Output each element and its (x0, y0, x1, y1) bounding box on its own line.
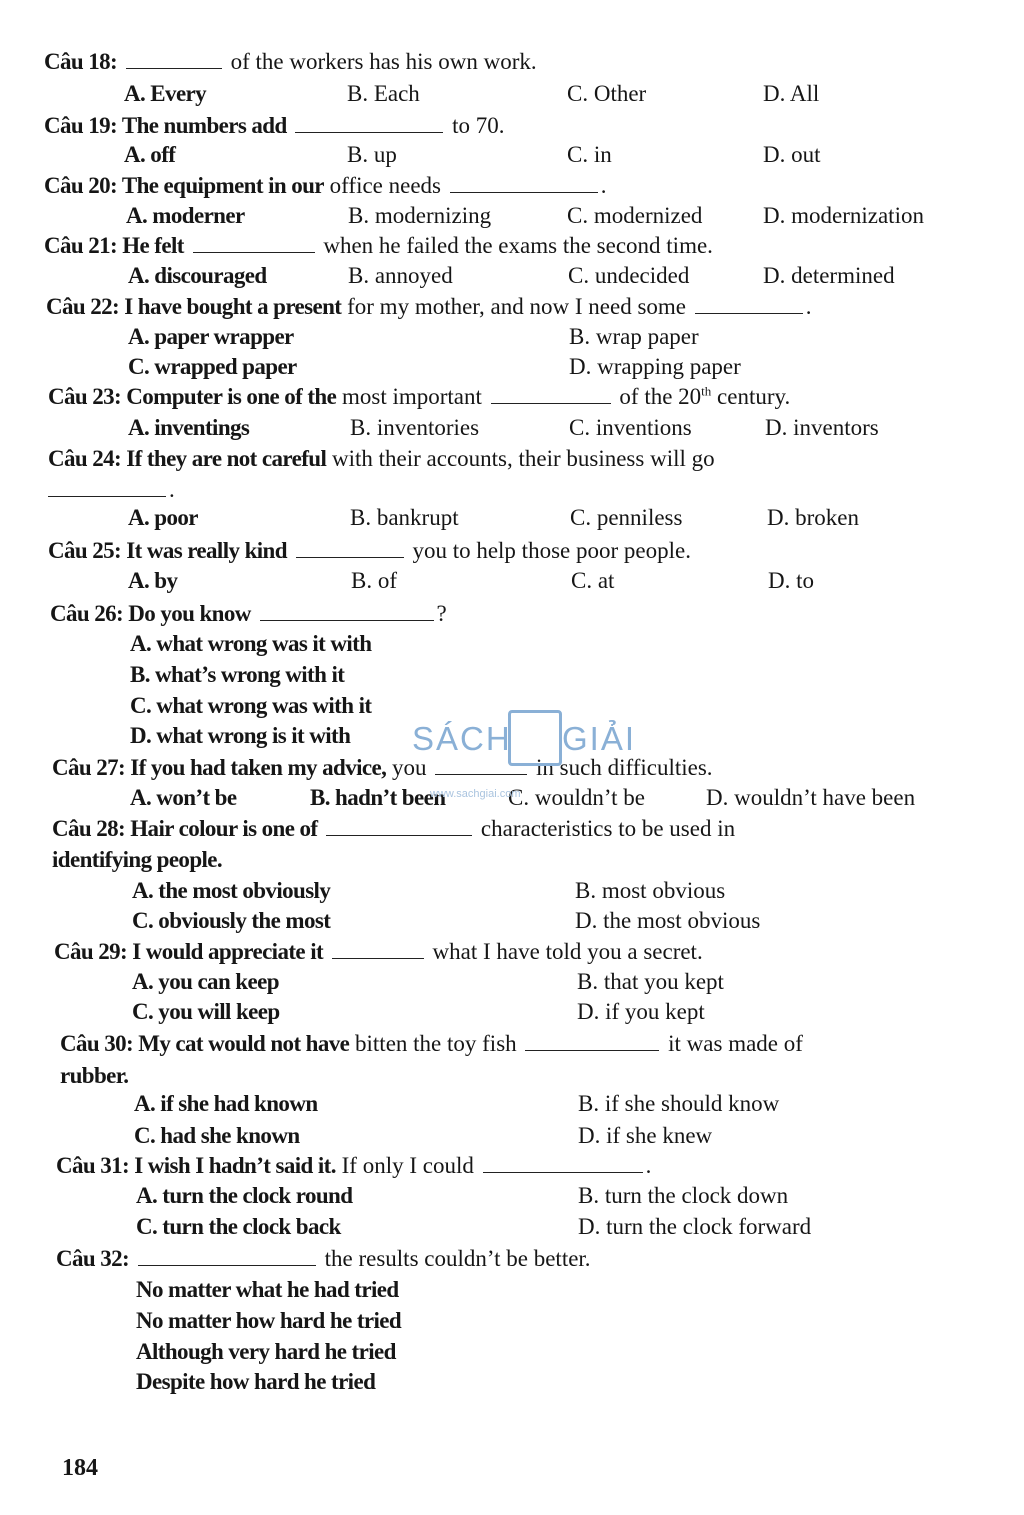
answer-blank[interactable] (332, 940, 424, 959)
question-text: most important (336, 384, 488, 409)
question-lead: Câu 18: (44, 49, 118, 74)
answer-blank[interactable] (260, 602, 434, 621)
answer-option[interactable] (578, 1182, 788, 1210)
question-lead: Câu 21: He felt (44, 233, 184, 258)
question-continuation (48, 476, 175, 504)
question-lead: Câu 25: It was really kind (48, 538, 287, 563)
answer-option-text: A. poor (128, 505, 198, 530)
answer-option[interactable] (134, 1122, 300, 1150)
question-text (287, 538, 293, 563)
question-continuation: rubber. (60, 1063, 129, 1088)
question-text: with their accounts, their business will go (326, 446, 715, 471)
answer-option-text: B. inventories (350, 415, 480, 440)
answer-blank[interactable] (126, 50, 222, 69)
question-text: in such difficulties. (530, 755, 713, 780)
answer-option[interactable] (132, 877, 330, 905)
question-text: when he failed the exams the second time. (317, 233, 713, 258)
question-lead: Câu 31: I wish I hadn’t said it. (56, 1153, 336, 1178)
answer-option-text: B. of (351, 568, 397, 593)
answer-option-text: C. what wrong was with it (130, 693, 372, 718)
answer-option[interactable] (569, 353, 741, 381)
answer-option-text: B. wrap paper (569, 324, 699, 349)
question-stem (48, 383, 790, 411)
question-text (323, 939, 329, 964)
answer-option-text: D. turn the clock forward (578, 1214, 812, 1239)
answer-option-text: D. what wrong is it with (130, 723, 351, 748)
answer-option-text: C. undecided (568, 263, 690, 288)
answer-option[interactable] (575, 877, 725, 905)
question-lead: Câu 24: If they are not careful (48, 446, 327, 471)
answer-option[interactable] (568, 262, 689, 290)
answer-option[interactable] (136, 1368, 375, 1396)
answer-option[interactable] (351, 567, 397, 595)
answer-option[interactable] (132, 998, 280, 1026)
answer-option[interactable] (136, 1307, 401, 1335)
answer-option-text: D. to (768, 568, 814, 593)
answer-option[interactable] (350, 414, 479, 442)
answer-option[interactable] (763, 202, 924, 230)
answer-blank[interactable] (491, 385, 611, 404)
answer-option-text: A. inventings (128, 415, 250, 440)
question-text: . (645, 1153, 652, 1178)
question-text: . (600, 173, 607, 198)
answer-option[interactable] (130, 692, 371, 720)
question-continuation: identifying people. (52, 847, 223, 872)
answer-option[interactable] (124, 141, 175, 169)
question-lead: Câu 27: If you had taken my advice, (52, 755, 387, 780)
answer-option[interactable] (347, 141, 397, 169)
answer-option-text: C. inventions (569, 415, 692, 440)
answer-option[interactable] (130, 784, 236, 812)
question-text (287, 113, 293, 138)
answer-blank[interactable] (326, 817, 472, 836)
answer-option-text: D. if she knew (578, 1123, 713, 1148)
answer-option[interactable] (130, 630, 371, 658)
answer-option[interactable] (347, 80, 420, 108)
answer-option[interactable] (706, 784, 915, 812)
answer-option[interactable] (130, 661, 344, 689)
answer-option[interactable] (136, 1182, 352, 1210)
answer-option[interactable] (569, 414, 692, 442)
answer-blank[interactable] (138, 1247, 316, 1266)
answer-option[interactable] (768, 567, 814, 595)
answer-option-text: C. you will keep (132, 999, 280, 1024)
question-text: characteristics to be used in (475, 816, 736, 841)
answer-option-text: B. hadn’t been (310, 785, 446, 810)
answer-option[interactable] (575, 907, 760, 935)
answer-option-text: D. wrapping paper (569, 354, 741, 379)
question-text: what I have told you a secret. (426, 939, 703, 964)
answer-option-text: A. moderner (126, 203, 245, 228)
answer-option-text: A. off (124, 142, 176, 167)
answer-option-text: A. Every (124, 81, 207, 106)
answer-option[interactable] (763, 80, 819, 108)
page-number: 184 (62, 1455, 98, 1481)
answer-option-text: No matter how hard he tried (136, 1308, 402, 1333)
question-text: . (169, 477, 175, 502)
answer-option[interactable] (763, 262, 895, 290)
question-stem (44, 48, 537, 76)
answer-blank[interactable] (695, 295, 803, 314)
question-lead: Câu 30: My cat would not have (60, 1031, 350, 1056)
answer-option-text: C. obviously the most (132, 908, 331, 933)
answer-option-text: D. inventors (765, 415, 879, 440)
question-text: for my mother, and now I need some (341, 294, 692, 319)
answer-option[interactable] (128, 353, 297, 381)
question-stem (48, 445, 715, 473)
question-lead: Câu 19: The numbers add (44, 113, 287, 138)
answer-option-text: No matter what he had tried (136, 1277, 399, 1302)
answer-option-text: A. discouraged (128, 263, 267, 288)
answer-blank[interactable] (525, 1032, 659, 1051)
answer-option[interactable] (570, 504, 682, 532)
question-stem (50, 600, 447, 628)
question-stem (56, 1245, 591, 1273)
question-text (251, 601, 257, 626)
answer-option[interactable] (136, 1276, 399, 1304)
answer-option-text: D. determined (763, 263, 895, 288)
answer-option[interactable] (577, 998, 705, 1026)
answer-option-text: A. you can keep (132, 969, 279, 994)
answer-option-text: B. Each (347, 81, 420, 106)
question-text: you (386, 755, 433, 780)
answer-option[interactable] (348, 262, 453, 290)
answer-option-text: D. modernization (763, 203, 924, 228)
answer-option[interactable] (571, 567, 614, 595)
watermark-url: www.sachgiai.com (430, 788, 521, 800)
answer-option[interactable] (124, 80, 206, 108)
watermark-box-icon (508, 710, 562, 766)
answer-option-text: C. Other (567, 81, 647, 106)
question-stem (44, 112, 505, 140)
answer-option-text: C. wouldn’t be (508, 785, 645, 810)
answer-option[interactable] (765, 414, 879, 442)
answer-option-text: B. most obvious (575, 878, 726, 903)
answer-option-text: B. modernizing (348, 203, 492, 228)
answer-option-text: D. broken (767, 505, 859, 530)
answer-option[interactable] (567, 202, 702, 230)
question-text: to 70. (446, 113, 505, 138)
answer-option-text: B. up (347, 142, 397, 167)
answer-option-text: B. turn the clock down (578, 1183, 789, 1208)
answer-option-text: B. bankrupt (350, 505, 459, 530)
answer-option-text: A. what wrong was it with (130, 631, 372, 656)
answer-option[interactable] (348, 202, 491, 230)
question-text (317, 816, 323, 841)
answer-option[interactable] (578, 1213, 811, 1241)
answer-blank[interactable] (296, 539, 404, 558)
answer-option[interactable] (132, 907, 330, 935)
answer-option-text: C. modernized (567, 203, 703, 228)
answer-option[interactable] (569, 323, 699, 351)
answer-option[interactable] (132, 968, 279, 996)
question-text: you to help those poor people. (406, 538, 691, 563)
answer-option[interactable] (767, 504, 859, 532)
question-lead: Câu 26: Do you know (50, 601, 251, 626)
answer-option-text: D. All (763, 81, 820, 106)
answer-option-text: Although very hard he tried (136, 1339, 396, 1364)
question-text: . (805, 294, 812, 319)
answer-option[interactable] (134, 1090, 318, 1118)
answer-option[interactable] (126, 202, 245, 230)
question-text (184, 233, 190, 258)
question-text: the results couldn’t be better. (318, 1246, 591, 1271)
answer-option[interactable] (136, 1213, 341, 1241)
answer-option-text: A. the most obviously (132, 878, 331, 903)
answer-option-text: D. the most obvious (575, 908, 761, 933)
answer-option[interactable] (578, 1090, 779, 1118)
answer-option-text: D. if you kept (577, 999, 705, 1024)
answer-option-text: C. wrapped paper (128, 354, 297, 379)
question-text (129, 1246, 135, 1271)
question-stem (56, 1152, 651, 1180)
question-text: of the 20th century. (613, 383, 791, 409)
answer-option[interactable] (567, 141, 612, 169)
question-stem (60, 1030, 803, 1058)
answer-option-text: C. at (571, 568, 615, 593)
answer-option[interactable] (763, 141, 821, 169)
answer-option[interactable] (128, 323, 294, 351)
question-lead: Câu 29: I would appreciate it (54, 939, 324, 964)
answer-option-text: C. turn the clock back (136, 1214, 341, 1239)
answer-option-text: C. in (567, 142, 612, 167)
answer-option-text: D. wouldn’t have been (706, 785, 916, 810)
answer-option[interactable] (350, 504, 459, 532)
answer-option[interactable] (578, 1122, 712, 1150)
question-text: If only I could (335, 1153, 480, 1178)
question-stem (46, 293, 812, 321)
question-lead: Câu 22: I have bought a present (46, 294, 342, 319)
question-stem (44, 172, 607, 200)
answer-option-text: A. turn the clock round (136, 1183, 353, 1208)
answer-option-text: A. won’t be (130, 785, 237, 810)
question-text: it was made of (662, 1031, 803, 1056)
answer-option-text: A. paper wrapper (128, 324, 294, 349)
answer-option[interactable] (128, 567, 177, 595)
answer-blank[interactable] (483, 1154, 643, 1173)
answer-option-text: A. if she had known (134, 1091, 318, 1116)
question-stem (44, 232, 713, 260)
answer-option[interactable] (128, 414, 249, 442)
question-lead: Câu 20: The equipment in our (44, 173, 324, 198)
answer-option[interactable] (128, 262, 267, 290)
question-stem (52, 815, 735, 843)
question-stem (54, 938, 703, 966)
question-text (117, 49, 123, 74)
watermark-text-giai: GIẢI (562, 720, 637, 757)
question-stem (48, 537, 691, 565)
answer-option-text: B. if she should know (578, 1091, 780, 1116)
answer-option[interactable] (136, 1338, 396, 1366)
answer-blank[interactable] (295, 114, 443, 133)
answer-option[interactable] (130, 722, 350, 750)
answer-option-text: D. out (763, 142, 821, 167)
question-text: of the workers has his own work. (224, 49, 537, 74)
answer-option-text: C. had she known (134, 1123, 300, 1148)
question-lead: Câu 28: Hair colour is one of (52, 816, 318, 841)
answer-blank[interactable] (193, 234, 315, 253)
question-text: ? (436, 601, 447, 626)
answer-option[interactable] (577, 968, 724, 996)
answer-option-text: C. penniless (570, 505, 683, 530)
answer-option-text: B. that you kept (577, 969, 724, 994)
answer-blank[interactable] (48, 478, 166, 497)
answer-option-text: B. what’s wrong with it (130, 662, 345, 687)
question-text: bitten the toy fish (349, 1031, 523, 1056)
answer-option[interactable] (128, 504, 198, 532)
question-lead: Câu 23: Computer is one of the (48, 384, 337, 409)
answer-option-text: Despite how hard he tried (136, 1369, 376, 1394)
answer-option[interactable] (567, 80, 646, 108)
answer-option-text: B. annoyed (348, 263, 453, 288)
superscript: th (701, 383, 712, 399)
watermark-text-sach: SÁCH (412, 720, 512, 757)
answer-option-text: A. by (128, 568, 178, 593)
answer-blank[interactable] (450, 174, 598, 193)
question-text: office needs (323, 173, 447, 198)
question-lead: Câu 32: (56, 1246, 130, 1271)
